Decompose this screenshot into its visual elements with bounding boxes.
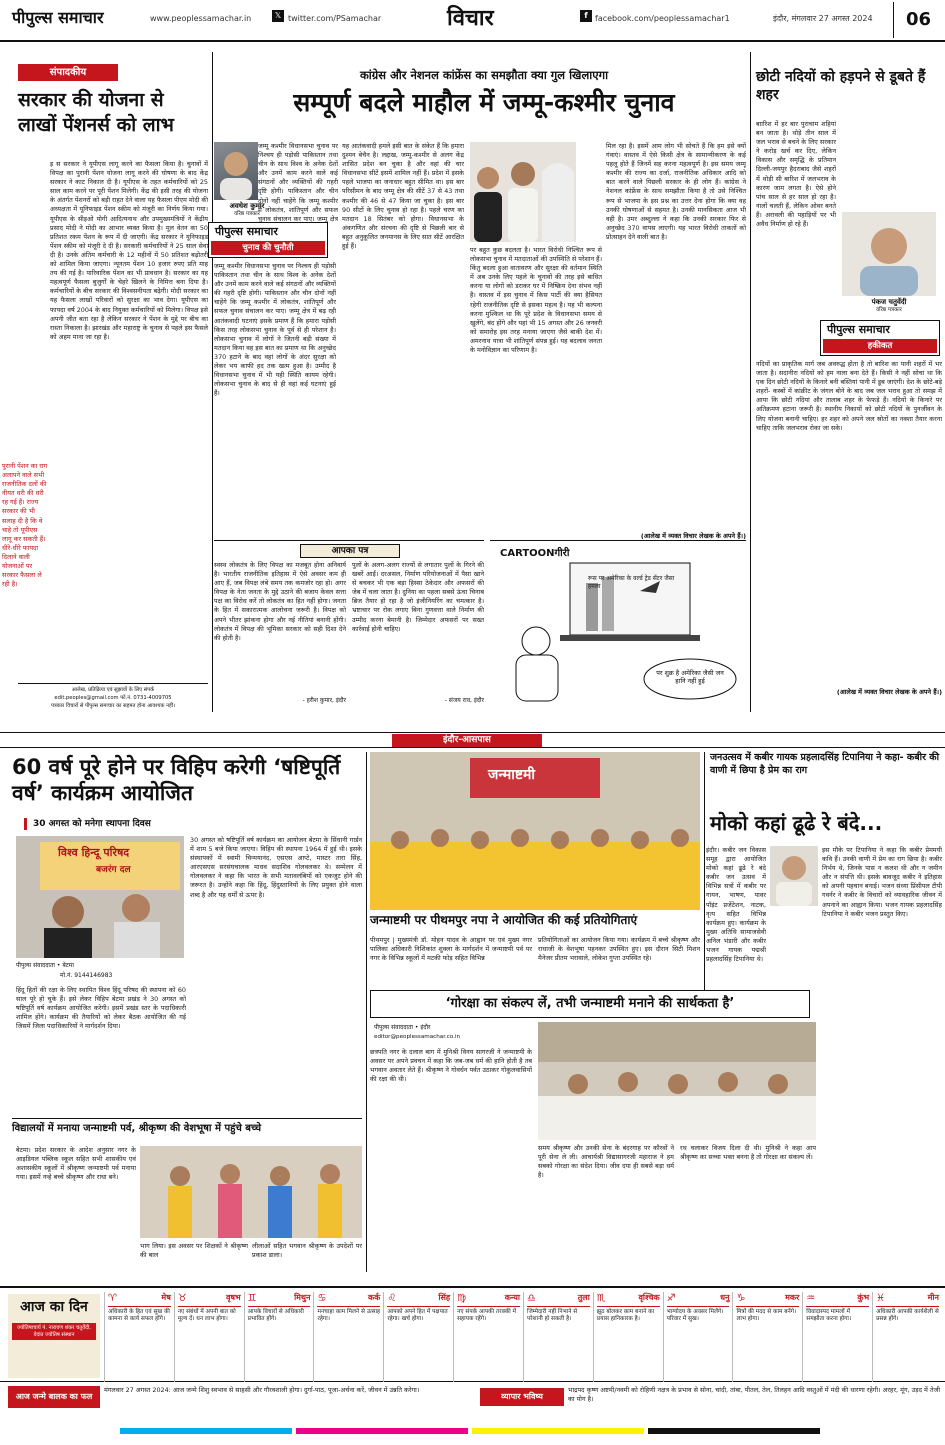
author-photo [842, 212, 936, 296]
vyapar-text: भाद्रपद कृष्ण अष्टमी/नवमी को रोहिणी नक्षत्र के प्रभाव से सोना, चांदी, तांबा, पीतल, तेल, तिलहन आदि वस्तुओं में मंदी की धारणा रहेगी। अरहर, मूंग, उड़द में तेजी का योग है। [568, 1386, 940, 1404]
sign-name: मीन [927, 1293, 939, 1303]
byline-name: अवधेश कुमार [229, 202, 265, 210]
sign-text: आपके विचारों से अधिकारी प्रभावित होंगे। [247, 1308, 304, 1323]
horoscope-sign [732, 1292, 802, 1382]
school-body-b: भाग लिया। इस अवसर पर शिक्षकों ने श्रीकृष्ण की बाल [140, 1242, 248, 1260]
vhp-phone: मो.नं. 9144146983 [60, 972, 113, 979]
sign-text: मनचाहा काम मिलने से उत्साह रहेगा। [317, 1308, 381, 1323]
sign-text: झूठ बोलकर काम बनाने का प्रयास हानिकारक है। [596, 1308, 655, 1323]
editorial-body: इ स सरकार ने यूपीएस लागू करने का फैसला किया है। चुनावों में विपक्ष का पुरानी पेंशन योजना लागू करने की घोषणा के बाद केंद्र सरकार ने काट निकाल दी है। यूपीएस के तहत कर्मचारियों को 25 साल काम करने पर पूरी पेंशन मिलेगी। केंद्र की इसी तरह की योजना के अंतर्गत पेंशनरों को बड़ी राहत देने वाला यह फैसला पीएम मोदी की अध्यक्षता में यूनिफाइड पेंशन स्कीम को मंजूरी का निर्णय किया गया। यूपीएस के सीइओ योगी आदित्यनाथ और उपमुख्यमंत्रियों ने केंद्रीय प्रसाद मोदी ने मोदी का आभार व्यक्त किया है। मूल वेतन का 50 प्रतिशत रकम पेंशन के रूप में दी जाएगी। केंद्र सरकार ने यूनिफाइड पेंशन स्कीम को मंजूरी दे दी है। सरकारी कर्मचारियों ने 25 साल सेवा दी है। उनके अंतिम कर्मचारी के 12 महीनों में 50 प्रतिशत बढ़ोतरी को शामिल किया जाएगा। न्यूनतम पेंशन 10 हजार रुपए प्रति माह तय की गई है। पारिवारिक पेंशन का भी प्रावधान है। सरकार का यह महत्वपूर्ण फैसला बुजुर्गों के चेहरे खिलने के निमित्त बना दिया है। कर्मचारियों के बीच सरकार की विश्वसनीयता बढ़ेगी। मोदी सरकार का यह फैसला लाखों परिवारों को सुरक्षा का भाव देगा। यूपीएस का फायदा वर्ष 2004 के बाद नियुक्त कर्मचारियों को मिलेगा। विपक्ष इसे अपनी जीत बता रहा है लेकिन सरकार ने पेंशन के मुद्दे पर बीच का रास्ता निकाला है। झारखंड और महाराष्ट्र के चुनाव से पहले इस फैसले को अहम माना जा रहा है। [50, 160, 208, 341]
gauraksha-body-a: छत्रपति नगर के दलाल बाग में मुनिश्री विनय सागरजी ने जन्माष्टमी के अवसर पर अपने प्रवचन में कहा कि जब-जब धर्म की हानि होती है तब भगवान अवतार लेते हैं। श्रीकृष्ण ने गोवर्धन पर्वत उठाकर गोकुलवासियों की रक्षा की थी। [370, 1048, 532, 1084]
section-bar [0, 732, 945, 748]
sign-name: कर्क [368, 1293, 381, 1303]
dateline: इंदौर, मंगलवार 27 अगस्त 2024 [773, 14, 873, 23]
kabir-body-left: इंदौर। कबीर जन विकास समूह द्वारा आयोजित मोको कहां ढूढे रे बंदे कबीर जन उत्सव में विभिन्न सत्रों में कबीर पर गायन, भाषण, पावर पॉइंट प्रजेंटेशन, नाटक, नृत्य सहित विभिन्न कार्यक्रम हुए। कार्यक्रम के मुख्य अतिथि सामाजसेवी अनिल भंडारी और कबीर भजन गायक पद्मश्री प्रहलादसिंह टिपानिया थे। [706, 846, 766, 964]
janmashtami-headline: जन्माष्टमी पर पीथमपुर नपा ने आयोजित की कई प्रतियोगिताएं [370, 913, 638, 927]
horoscope-sign [383, 1292, 453, 1382]
vhp-banner-text: विश्व हिन्दू परिषद [58, 846, 130, 859]
sign-text: नए संपर्क आपकी तरक्की में सहायक रहेंगे। [457, 1308, 517, 1323]
section-bar-label: इंदौर-आसपास [392, 734, 542, 747]
lead-col1: जम्मू कश्मीर विधानसभा चुनाव पर निश्चय ही पड़ोसी पाकिस्तान तथा चीन के साथ विश्व के अनेक देशों और उनमें काम करने वाले कई संगठनों और व्यक्तियों की गहरी दृष्टि होगी। पाकिस्तान और चीन दोनों नहीं चाहेंगे कि जम्मू कश्मीर में लोकतंत्र, शांतिपूर्ण और सफल चुनाव संचालन कर पाए। जम्मू क्षेत्र में बढ़ रही आतंकवादी घटनाएं इसके प्रमाण हैं कि हमारा पड़ोसी किस तरह लोकसभा चुनाव के पूर्व से ही परेशान है। लोकसभा चुनाव में लोगों ने जितनी बड़ी संख्या में मतदान किया वह इस बात का प्रमाण था कि अनुच्छेद 370 हटाने के बाद वहां लोगों के अंदर सुरक्षा को लेकर भय काफी हद तक खत्म हुआ है। उम्मीद है विधानसभा चुनाव में भी यही स्थिति कायम रहेगी। लोकसभा चुनाव के बाद से ही वहां कई घटनाएं हुई हैं। [214, 262, 336, 398]
sign-name: तुला [577, 1293, 590, 1303]
zodiac-icon: ♉ [177, 1293, 187, 1304]
zodiac-icon: ♎ [526, 1293, 536, 1304]
horoscope-section [0, 1286, 945, 1382]
zodiac-icon: ♓ [876, 1293, 886, 1304]
color-registration-strip [120, 1428, 820, 1434]
gauraksha-body-b: समय श्रीकृष्ण और उनकी सेना के बंदरगाह पर कौरवों ने पूरी सेना ले ली। आचार्यश्री विद्यासागरजी महाराज ने हम सबको गोरक्षा का संदेश दिया। जीव दया ही सबसे बड़ा धर्म है। [538, 1144, 674, 1180]
lead-col3: पर बहुत कुछ बदलता है। भारत विरोधी निश्चित रूप से लोकसभा चुनाव में मतदाताओं की उपस्थिति से परेशान हैं। किंतु बदला हुआ वातावरण और सुरक्षा की वर्तमान स्थिति में अब उनके लिए पहले के चुनावों की तरह इसे बाधित करना या लोगों को डराकर घर में निष्क्रिय देना संभव नहीं है। वास्तव में इस चुनाव में किस पार्टी की क्या हैसियत रहेगी राजनीतिक दृष्टि से इसका महत्व है। यह भी कल्पना करना मुश्किल था कि पूरे प्रदेश के विधानसभा समय से खुलेंगे, बंद होंगे और यहां भी 15 अगस्त और 26 जनवरी को समारोह इस तरह मनाया जाएगा जैसे बाकी देश में। अमरनाथ यात्रा भी शांतिपूर्ण संपन्न हुई। यह बदलाव जनता के मनोविज्ञान का परिणाम है। [470, 246, 602, 355]
letters-title: आपका पत्र [300, 544, 400, 558]
twitter-link[interactable]: twitter.com/PSamachar [288, 14, 382, 23]
column-divider [704, 752, 705, 990]
gauraksha-email: editor@peoplessamachar.co.in [374, 1034, 461, 1040]
zodiac-icon: ♋ [317, 1293, 327, 1304]
section-title: विचार [447, 6, 494, 31]
sign-text: अधिकारी आपकी कार्यशैली से प्रसन्न होंगे। [876, 1308, 939, 1323]
vhp-body-left: हिंदू हितों की रक्षा के लिए स्थापित विश्व हिंदू परिषद की स्थापना को 60 साल पूरे हो चुके हैं। इसे लेकर विहिप बेटमा प्रखंड ने 30 अगस्त को षष्टिपूर्ति वर्ष कार्यक्रम आयोजित करेगी। इसमें प्रखंड स्तर के पदाधिकारी शामिल होंगे। कार्यक्रम की तैयारियों को लेकर बैठक आयोजित की गई जिसमें जिला पदाधिकारियों ने मार्गदर्शन दिया। [16, 986, 186, 1031]
sign-name: वृषभ [225, 1293, 241, 1303]
lead-logo-sub: चुनाव की चुनौती [211, 241, 325, 255]
lead-logo-box [208, 222, 328, 258]
lead-logo-text: पीपुल्स समाचार [215, 225, 278, 238]
column-divider [212, 52, 213, 712]
sign-text: जिम्मेदारी नहीं निभाने से परेशानी हो सकती है। [526, 1308, 578, 1323]
sign-name: मिथुन [294, 1293, 311, 1303]
facebook-icon: f [580, 10, 592, 22]
vhp-credit-place: बेटमा [62, 962, 74, 969]
column-divider [750, 52, 751, 712]
gauraksha-credit-place: इंदौर [420, 1024, 431, 1031]
letter-left: स्वस्थ लोकतंत्र के लिए विपक्ष का मजबूत होना अनिवार्य है। भारतीय राजनीतिक इतिहास में ऐसे अवसर कम ही आए हैं, जब विपक्ष लंबे समय तक कमजोर रहा हो। अगर विपक्ष के नेता जनता के मुद्दे उठाने की बजाय केवल सत्ता पक्ष का विरोध करें तो लोकतंत्र का हित नहीं होगा। जनता के हित में सकारात्मक आलोचना जरूरी है। विपक्ष को अपने भीतर झांकना होगा और नई नीतियां बनानी होंगी। लोकतंत्र में विपक्ष की भूमिका सरकार को सही दिशा देने की होती है। [214, 561, 346, 642]
column-divider [366, 752, 367, 1272]
horoscope-signs [104, 1292, 942, 1382]
contact-line: आलेख, प्रतिक्रिया एवं सुझावों के लिए संपर्क [71, 687, 155, 693]
horoscope-title: आज का दिन [20, 1299, 88, 1315]
sign-text: भाग्योदय के अवसर मिलेंगे। परिवार में सुख। [666, 1308, 724, 1323]
vhp-credit-line: पीपुल्स संवाददाता • बेटमा [16, 962, 74, 969]
politicians-photo [470, 142, 576, 242]
page-number: 06 [893, 2, 943, 38]
kabir-body-right: इस मौके पर टिपानिया ने कहा कि कबीर प्रेममयी कवि हैं। उनकी वाणी में प्रेम का राग छिपा है। कबीर निर्भय थे, जिनके पास न कलश थी और न जमीन और न संपत्ति थी। इसके बावजूद कबीर ने इतिहास को अपनी पहचान बनाई। भजन संध्या प्रिंसीपल टीपी गवर्नर ने कबीर के विचारों को व्यावहारिक जीवन में अपनाने का आह्वान किया। भजन गायक प्रहलादसिंह टिपानिया ने कबीर भजन प्रस्तुत किए। [822, 846, 942, 918]
school-body-a: बेटमा। प्रदेश सरकार के आदेश अनुसार नगर के आइडियल पब्लिक स्कूल सहित सभी शासकीय एवं अशासकीय स्कूलों में श्रीकृष्ण जन्माष्टमी पर्व मनाया गया। इसमें नन्हे बच्चे श्रीकृष्ण और राधा बने। [16, 1146, 136, 1182]
horoscope-sign [872, 1292, 942, 1382]
author-photo [214, 142, 258, 200]
horoscope-sign [453, 1292, 523, 1382]
sign-text: मित्रों की मदद से काम बनेंगे। लाभ होगा। [736, 1308, 797, 1323]
janmashtami-photo [370, 752, 700, 910]
vhp-headline: 60 वर्ष पूरे होने पर विहिप करेगी ‘षष्टिपूर्ति वर्ष’ कार्यक्रम आयोजित [12, 755, 341, 806]
sign-name: कुंभ [857, 1293, 870, 1303]
janmashtami-body-right: प्रतियोगिताओं का आयोजन किया गया। कार्यक्रम में बच्चे श्रीकृष्ण और राधाजी के वेशभूषा पहनकर उपस्थित हुए। इस दौरान सिटी मिशन मैनेजर प्रीतम भरावाले, लोकेश गुप्ता उपस्थित रहे। [538, 936, 700, 963]
lead-tailnote: (आलेख में व्यक्त विचार लेखक के अपने हैं।) [640, 532, 746, 540]
gauraksha-credit: पीपुल्स संवाददाता [374, 1024, 413, 1031]
gauraksha-photo [538, 1022, 816, 1140]
sign-text: आपको अपने हित में पक्षपात रहेगा। खर्च होगा। [387, 1308, 448, 1323]
sign-name: मेष [161, 1293, 171, 1303]
janmashtami-banner: जन्माष्टमी [488, 767, 536, 783]
letters-section [214, 540, 484, 710]
horoscope-sign [104, 1292, 174, 1382]
school-photo [140, 1146, 362, 1238]
zodiac-icon: ♍ [457, 1293, 467, 1304]
rivers-tailnote: (आलेख में व्यक्त विचार लेखक के अपने हैं।) [836, 688, 942, 696]
kabir-headline-top: जनउत्सव में कबीर गायक प्रहलादसिंह टिपानिया ने कहा- कबीर की वाणी में छिपा है प्रेम का राग [710, 752, 940, 776]
sign-name: धनु [720, 1293, 730, 1303]
twitter-icon: 𝕏 [272, 10, 284, 22]
email-line: edit.peoples@gmail.com फो.नं. 0731-4009705 [54, 694, 172, 701]
zodiac-icon: ♐ [666, 1293, 676, 1304]
horoscope-sign [174, 1292, 244, 1382]
zodiac-icon: ♑ [736, 1293, 746, 1304]
brand-logo: पीपुल्स समाचार [12, 8, 104, 27]
sign-name: सिंह [438, 1293, 451, 1303]
sign-name: वृश्चिक [638, 1293, 660, 1303]
child-label: आज जन्मे बालक का फल [8, 1386, 100, 1408]
lead-headline: सम्पूर्ण बदले माहौल में जम्मू-कश्मीर चुनाव [293, 88, 675, 117]
cartoon-bubble: पर शुक्र है अमेरिका जैसी जन हानि नहीं हुई [656, 669, 724, 686]
rivers-author-role: वरिष्ठ पत्रकार [876, 307, 902, 313]
lead-col2: यह आतंकवादी हमले इसी बात के संकेत हैं कि हमारा दुश्मन बेचैन है। लद्दाख, जम्मू-कश्मीर से अलग केंद्र शासित प्रदेश बन चुका है और वहां की चार विधानसभा सीटें इसमें शामिल नहीं हैं। प्रदेश में इसके पहले भाजपा का जनाधार बहुत सीमित था। इस बार परिसीमन के बाद जम्मू क्षेत्र की सीटें 37 से 43 तथा कश्मीर की 46 से 47 किया जा चुका है। इस बार 90 सीटों के लिए चुनाव हो रहा है। पहले चरण का मतदान 18 सितंबर को होगा। विधानसभा के अंकगणित और संरचना की दृष्टि से पिछली बार से बहुत अनुकूलित जनमानस के लिए सात सीटें आरक्षित हुई हैं। [342, 142, 464, 251]
cartoon-section [490, 540, 746, 710]
zodiac-icon: ♏ [596, 1293, 606, 1304]
horoscope-sign [313, 1292, 383, 1382]
editorial-footer [18, 683, 208, 710]
cartoon-title: CARTOONगीरी [500, 548, 570, 559]
editorial-headline: सरकार की योजना से लाखों पेंशनर्स को लाभ [18, 89, 174, 136]
horoscope-sign [523, 1292, 593, 1382]
lead-col4: मिल रहा है। इसमें आम लोग भी सोचते हैं कि हम इसे क्यों गंवाएं। वास्तव में ऐसे किसी क्षेत्र के सामान्यीकरण के कई पहलू होते हैं जिनमें सह करना महत्वपूर्ण है। इस समय जम्मू कश्मीर की राज्य का दर्जा, राजनीतिक अधिकार आदि को बात करने वाले पिछली सरकार के ही लोग हैं। कांग्रेस ने नेशनल कांफ्रेंस के साथ समझौता किया है तो उसे निश्चित रूप से भाजपा के इस प्रश्न का उत्तर देना होगा कि क्या वह उनकी घोषणाओं से सहमत है। उनकी मानसिकता आज भी वही है। उमर अब्दुल्ला ने कहा कि उनकी सरकार फिर से अनुच्छेद 370 वापस लाएगी। यह भारत विरोधी ताकतों को प्रोत्साहन देने वाली बात है। [606, 142, 746, 241]
child-text: मंगलवार 27 अगस्त 2024: आज जन्मे शिशु स्वभाव से साहसी और गौरवशाली होगा। दुर्गा-पाठ, पूजा-अर्चना करें, जीवन में उन्नति करेगा। [104, 1386, 420, 1394]
horoscope-astrologer: ज्योतिषाचार्य पं. नारायण शंकर चतुर्वेदी, वेदांत ज्योतिष संस्थान [12, 1323, 96, 1341]
vyapar-label: व्यापार भविष्य [480, 1388, 564, 1406]
vhp-body-right: 30 अगस्त को षष्टिपूर्ति वर्ष कार्यक्रम का आयोजन बेटमा के सिंधानी गार्डन में शाम 5 बजे किया जाएगा। विहिप की स्थापना 1964 में हुई थी। इसके संस्थापकों में स्वामी चिन्मयानंद, एसएस आप्टे, मास्टर तारा सिंह, आरएसएस सरसंघचालक माधव सदाशिव गोलवलकर थे। सम्मेलन में गोलवलकर ने कहा कि भारत के सभी मतावलंबियों को एकजुट होने की जरूरत है। उन्होंने कहा कि हिंदू, हिंदुस्तानियों के लिए प्रयुक्त होने वाला शब्द है और यह धर्मों से ऊपर है। [190, 836, 362, 899]
rivers-logo-sub: हकीकत [823, 339, 937, 353]
gauraksha-credit-line: पीपुल्स संवाददाता • इंदौर [374, 1024, 431, 1031]
kabir-headline: मोको कहां ढूढे रे बंदे... [710, 811, 883, 835]
horoscope-footer [0, 1384, 945, 1438]
editorial-label: संपादकीय [18, 64, 118, 81]
zodiac-icon: ♌ [387, 1293, 397, 1304]
zodiac-icon: ♒ [806, 1293, 816, 1304]
vhp-photo [16, 836, 184, 958]
horoscope-sign [802, 1292, 872, 1382]
masthead [0, 0, 945, 42]
janmashtami-body-left: पीथमपुर | मुख्यमंत्री डॉ. मोहन यादव के आह्वान पर एवं मुख्य नगर पालिका अधिकारी निशिकांत शुक्ला के मार्गदर्शन में जन्माष्टमी पर्व पर नगर के विभिन्न स्कूलों में मटकी फोड़ सहित विभिन्न [370, 936, 532, 963]
lead-kicker: कांग्रेस और नेशनल कांफ्रेंस का समझौता क्या गुल खिलाएगा [359, 68, 609, 82]
school-body-c: लीलाओं सहित भगवान श्रीकृष्ण के उपदेशों पर प्रकाश डाला। [252, 1242, 362, 1260]
lead-col1-top: जम्मू कश्मीर विधानसभा चुनाव पर निश्चय ही पड़ोसी पाकिस्तान तथा चीन के साथ विश्व के अनेक देशों और उनमें काम करने वाले कई संगठनों और व्यक्तियों की गहरी दृष्टि होगी। पाकिस्तान और चीन दोनों नहीं चाहेंगे कि जम्मू कश्मीर में लोकतंत्र, शांतिपूर्ण और सफल चुनाव संचालन कर पाए। जम्मू क्षेत्र [258, 142, 338, 222]
rivers-body-bottom: नदियों का प्राकृतिक मार्ग जब अवरुद्ध होता है तो बारिश का पानी शहरों में भर जाता है। सदानीरा नदियों को हम नाला बना देते हैं। किसी ने नहीं सोचा था कि एक दिन छोटी नदियों के किनारे बनी बस्तियां पानी में डूब जाएंगी। देश के छोटे-बड़े शहरों- कस्बों में कांक्रीट के जंगल बोने के बाद जब जल भराव हुआ तो समझ में आया कि छोटी नदियां और तालाब शहर के फेफड़े हैं। नदियों के किनारे पर अतिक्रमण हटाना जरूरी है। स्थानीय निकायों को छोटी नदियों के पुनर्जीवन के लिए योजना बनानी चाहिए। हर शहर को अपने जल स्रोतों का नक्शा तैयार करना चाहिए ताकि जलभराव रोका जा सके। [756, 360, 942, 432]
cartoon-sign: रूस पर अमेरिका के वर्ल्ड ट्रेड सेंटर जैसा हमला [588, 575, 675, 590]
school-headline: विद्यालयों में मनाया जन्माष्टमी पर्व, श्रीकृष्ण की वेशभूषा में पहुंचे बच्चे [12, 1118, 362, 1135]
gauraksha-body-c: रथ चलाकर विजय दिला दी थी। मुनिश्री ने कहा आप श्रीकृष्ण का सच्चा भक्त बनना है तो गोरक्षा का संकल्प लें। [680, 1144, 816, 1162]
rivers-author: पंकज चतुर्वेदी [871, 298, 907, 306]
sign-text: अधिकारी के हित एवं सुख की कामना से कार्य सफल होंगे। [108, 1308, 170, 1323]
horoscope-sign [593, 1292, 663, 1382]
sign-name: कन्या [504, 1293, 520, 1303]
letter-left-sign: - हरीश कुमार, इंदौर [302, 697, 346, 704]
horoscope-sign [244, 1292, 314, 1382]
website-link[interactable]: www.peoplessamachar.in [150, 14, 252, 23]
rivers-logo-box [820, 320, 940, 356]
letter-right: पुलों के अलग-अलग राज्यों से लगातार पुलों के गिरने की खबरें आईं। दरअसल, निर्माण परियोजनाओं में पैसा खाने से बचकर भी एक बड़ा हिस्सा ठेकेदार और अफसरों की जेब में चला जाता है। दुनिया का पहला सबसे ऊंचा चिनाब ब्रिज तैयार हो रहा है जो इंजीनियरिंग का चमत्कार है। भ्रष्टाचार पर रोक लगाए बिना गुणवत्ता वाले निर्माण की उम्मीद करना बेमानी है। जिम्मेदार अफसरों पर सख्त कार्रवाई होनी चाहिए। [352, 561, 484, 633]
rivers-headline: छोटी नदियों को हड़पने से डूबते हैं शहर [756, 69, 926, 104]
rivers-body-top: बाारिश में हर बार पुराचाम शहियां बन जाता है। थोड़े तीन साल में जल भराव से बचने के लिए सरकार ने करोड़ खर्च कर दिए, लेकिन विकास और समृद्धि के प्रतिमान दिल्ली-जयपुर हैदराबाद जैसे शहरों में थोड़ी सी बारिश में जलभराव के कारण जाम लगता है। ऐसे होने पांच साल से हर साल हो रहा है। नालों चलती हैं, लेकिन ओवर बनते हैं। अरावली की पहाड़ियों पर भी अवैध निर्माण हो रहे हैं। [756, 120, 836, 229]
horoscope-title-box [8, 1294, 100, 1378]
facebook-link[interactable]: facebook.com/peoplessamachar1 [595, 14, 730, 23]
sign-name: मकर [785, 1293, 800, 1303]
sign-text: विवादास्पद मामलों में समझौता करना होगा। [806, 1308, 852, 1323]
sign-text: नए संबंधों में अपनी बात को मूल्य दें। धन लाभ होगा। [177, 1308, 236, 1323]
vhp-subhead: 30 अगस्त को मनेगा स्थापना दिवस [24, 818, 184, 830]
disclaimer-line: पत्रकार विचारों से पीपुल्स समाचार का सहमत होना आवश्यक नहीं। [50, 702, 176, 709]
zodiac-icon: ♈ [108, 1293, 117, 1304]
zodiac-icon: ♊ [247, 1293, 257, 1304]
letter-right-sign: - संजय राव, इंदौर [444, 697, 484, 704]
editorial-quote: पुरानी पेंशन का राग अलापने वाले सभी राजनीतिक दलों की नीयत धरी की धरी रह गई है। राज्य सरकार की भी सलाह दी है कि वे चाहे तो यूपीएस लागू कर सकती हैं। धीरे-धीरे फायदा दिलाने वाली योजनाओं पर सरकार फैसला ले रही है। [2, 462, 48, 589]
vhp-banner-sub: बजरंग दल [96, 865, 131, 875]
rivers-logo-text: पीपुल्स समाचार [827, 323, 890, 336]
byline-role: वरिष्ठ पत्रकार [234, 211, 260, 217]
vhp-credit: पीपुल्स संवाददाता [16, 962, 55, 969]
singer-photo [770, 846, 818, 906]
horoscope-sign [663, 1292, 733, 1382]
gauraksha-headline: ‘गोरक्षा का संकल्प लें, तभी जन्माष्टमी मनाने की सार्थकता है’ [370, 990, 810, 1018]
